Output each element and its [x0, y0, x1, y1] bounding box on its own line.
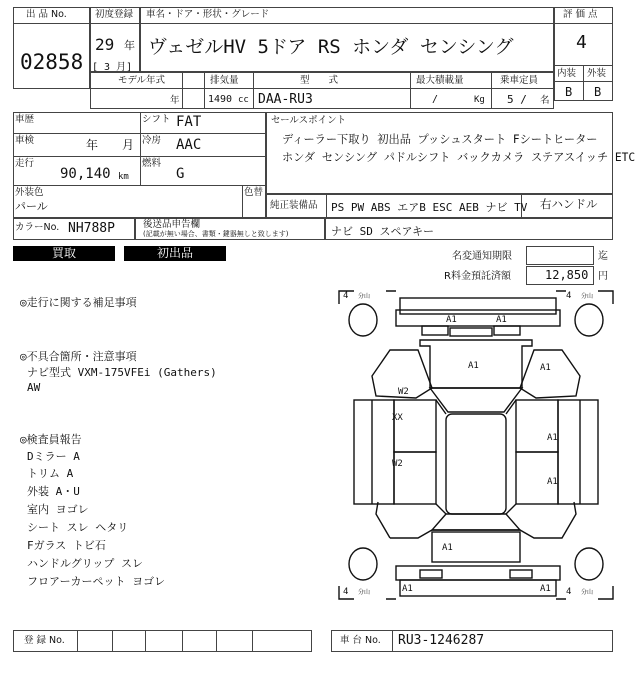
- tire-depth-rear-right: 4: [566, 587, 572, 597]
- interior-grade-label: 内装: [557, 68, 577, 79]
- type-label: 型 式: [300, 75, 339, 86]
- report-line: 室内 ヨゴレ: [27, 503, 89, 516]
- color-number: NH788P: [68, 221, 115, 236]
- report-line: シート スレ ヘタリ: [27, 521, 129, 534]
- shift-label: シフト: [142, 114, 171, 125]
- mark-front-fender-right: A1: [540, 363, 551, 373]
- equipment-items: PS PW ABS エアB ESC AEB ナビ TV: [331, 201, 528, 214]
- car-name: ヴェゼルHV 5ドア RS ホンダ センシング: [148, 36, 514, 58]
- mark-hood: A1: [468, 361, 479, 371]
- mark-front-door-right: A1: [547, 433, 558, 443]
- exterior-color: パール: [15, 200, 48, 213]
- mileage-unit: km: [118, 172, 129, 182]
- buyout-badge: 買取: [13, 246, 115, 261]
- inspector-title: ◎検査員報告: [20, 433, 82, 446]
- max-load-label: 最大積載量: [416, 75, 464, 86]
- ac-label: 冷房: [142, 135, 162, 146]
- recycle-fee-label: R料金預託済額: [444, 271, 511, 282]
- chassis-number-label: 車 台 No.: [340, 635, 381, 646]
- mark-pillar-left: W2: [398, 387, 409, 397]
- history-label: 車歴: [15, 114, 35, 125]
- sales-point-line-2: ホンダ センシング パドルシフト バックカメラ ステアスイッチ ETC: [282, 151, 636, 164]
- mark-front-bumper-right: A1: [496, 315, 507, 325]
- max-load-unit: Kg: [474, 95, 485, 105]
- mark-rear-bumper: A1: [402, 584, 413, 594]
- first-registration-label: 初度登録: [95, 9, 134, 20]
- inspection-year: 年: [86, 138, 99, 152]
- registration-year: 29: [95, 35, 115, 54]
- shift: FAT: [176, 114, 202, 130]
- tire-depth-rear-left: 4: [343, 587, 349, 597]
- report-line: ハンドルグリップ スレ: [27, 557, 143, 570]
- mark-rear-door-right: A1: [547, 477, 558, 487]
- capacity: 5 /: [507, 93, 527, 106]
- mark-trunk: A1: [442, 543, 453, 553]
- chassis-number: RU3-1246287: [398, 633, 485, 648]
- displacement: 1490: [208, 94, 233, 105]
- max-load: /: [432, 94, 439, 105]
- lot-number-label: 出 品 No.: [26, 9, 67, 20]
- ac: AAC: [176, 137, 202, 153]
- mileage-label: 走行: [15, 158, 35, 169]
- recycle-fee: 12,850: [545, 268, 589, 282]
- exterior-color-label: 外装色: [15, 187, 44, 198]
- deadline-unit: 迄: [598, 251, 608, 262]
- report-line: フロアーカーペット ヨゴレ: [27, 575, 166, 588]
- car-name-label: 車名・ドア・形状・グレード: [146, 9, 270, 20]
- mark-front-door-left: XX: [392, 413, 403, 423]
- sales-point-line-1: ディーラー下取り 初出品 プッシュスタート Fシートヒーター: [282, 133, 598, 146]
- model-year-label: モデル年式: [118, 75, 166, 86]
- equipment-label: 純正装備品: [270, 200, 318, 211]
- fuel-label: 燃料: [142, 158, 162, 169]
- first-listing-badge: 初出品: [124, 246, 226, 261]
- defects-title: ◎不具合箇所・注意事項: [20, 350, 137, 363]
- exterior-grade: B: [594, 85, 602, 99]
- registration-year-unit: 年: [124, 39, 135, 52]
- report-line: Dミラー A: [27, 450, 80, 463]
- color-change-label: 色替: [244, 187, 264, 198]
- driving-remarks-title: ◎走行に関する補足事項: [20, 296, 137, 309]
- report-line: トリム A: [27, 467, 74, 480]
- exterior-grade-label: 外装: [587, 68, 607, 79]
- color-number-label: カラーNo.: [15, 222, 60, 233]
- steering-position: 右ハンドル: [540, 197, 598, 211]
- mileage: 90,140: [60, 166, 111, 182]
- tire-depth-unit: 分山: [581, 589, 594, 596]
- lot-number: 02858: [20, 50, 84, 74]
- score: 4: [576, 32, 587, 53]
- type: DAA-RU3: [258, 92, 313, 107]
- docs-note: (記載が無い場合、書類・鍵器無しと致します): [143, 230, 289, 238]
- model-year-unit: 年: [170, 95, 180, 106]
- tire-depth-unit: 分山: [358, 589, 371, 596]
- mark-front-bumper-left: A1: [446, 315, 457, 325]
- deadline-label: 名変通知期限: [452, 251, 512, 262]
- deadline-value-box: [526, 246, 594, 265]
- docs-label: 後送品申告欄: [143, 219, 201, 230]
- interior-grade: B: [565, 85, 573, 99]
- mark-rear-door-left: W2: [392, 459, 403, 469]
- registration-number-label: 登 録 No.: [24, 635, 65, 646]
- car-damage-diagram: [336, 288, 616, 602]
- displacement-unit: cc: [238, 95, 249, 105]
- mark-rear-bumper-right: A1: [540, 584, 551, 594]
- report-line: Fガラス トビ石: [27, 539, 106, 552]
- report-line: 外装 A・U: [27, 485, 80, 498]
- capacity-label: 乗車定員: [500, 75, 539, 86]
- displacement-label: 排気量: [210, 75, 239, 86]
- tire-depth-unit: 分山: [358, 293, 371, 300]
- capacity-unit: 名: [540, 95, 550, 106]
- fuel: G: [176, 166, 185, 182]
- inspection-month: 月: [122, 138, 135, 152]
- recycle-fee-unit: 円: [598, 271, 608, 282]
- sales-point-label: セールスポイント: [271, 115, 347, 126]
- tire-depth-unit: 分山: [581, 293, 594, 300]
- docs: ナビ SD スペアキー: [331, 225, 435, 238]
- defect-1: ナビ型式 VXM-175VFEi (Gathers): [27, 366, 217, 379]
- registration-month: [ 3 月]: [92, 62, 133, 73]
- tire-depth-front-left: 4: [343, 291, 349, 301]
- tire-depth-front-right: 4: [566, 291, 572, 301]
- inspection-label: 車検: [15, 135, 35, 146]
- defect-2: AW: [27, 381, 41, 394]
- score-label: 評 価 点: [563, 9, 598, 20]
